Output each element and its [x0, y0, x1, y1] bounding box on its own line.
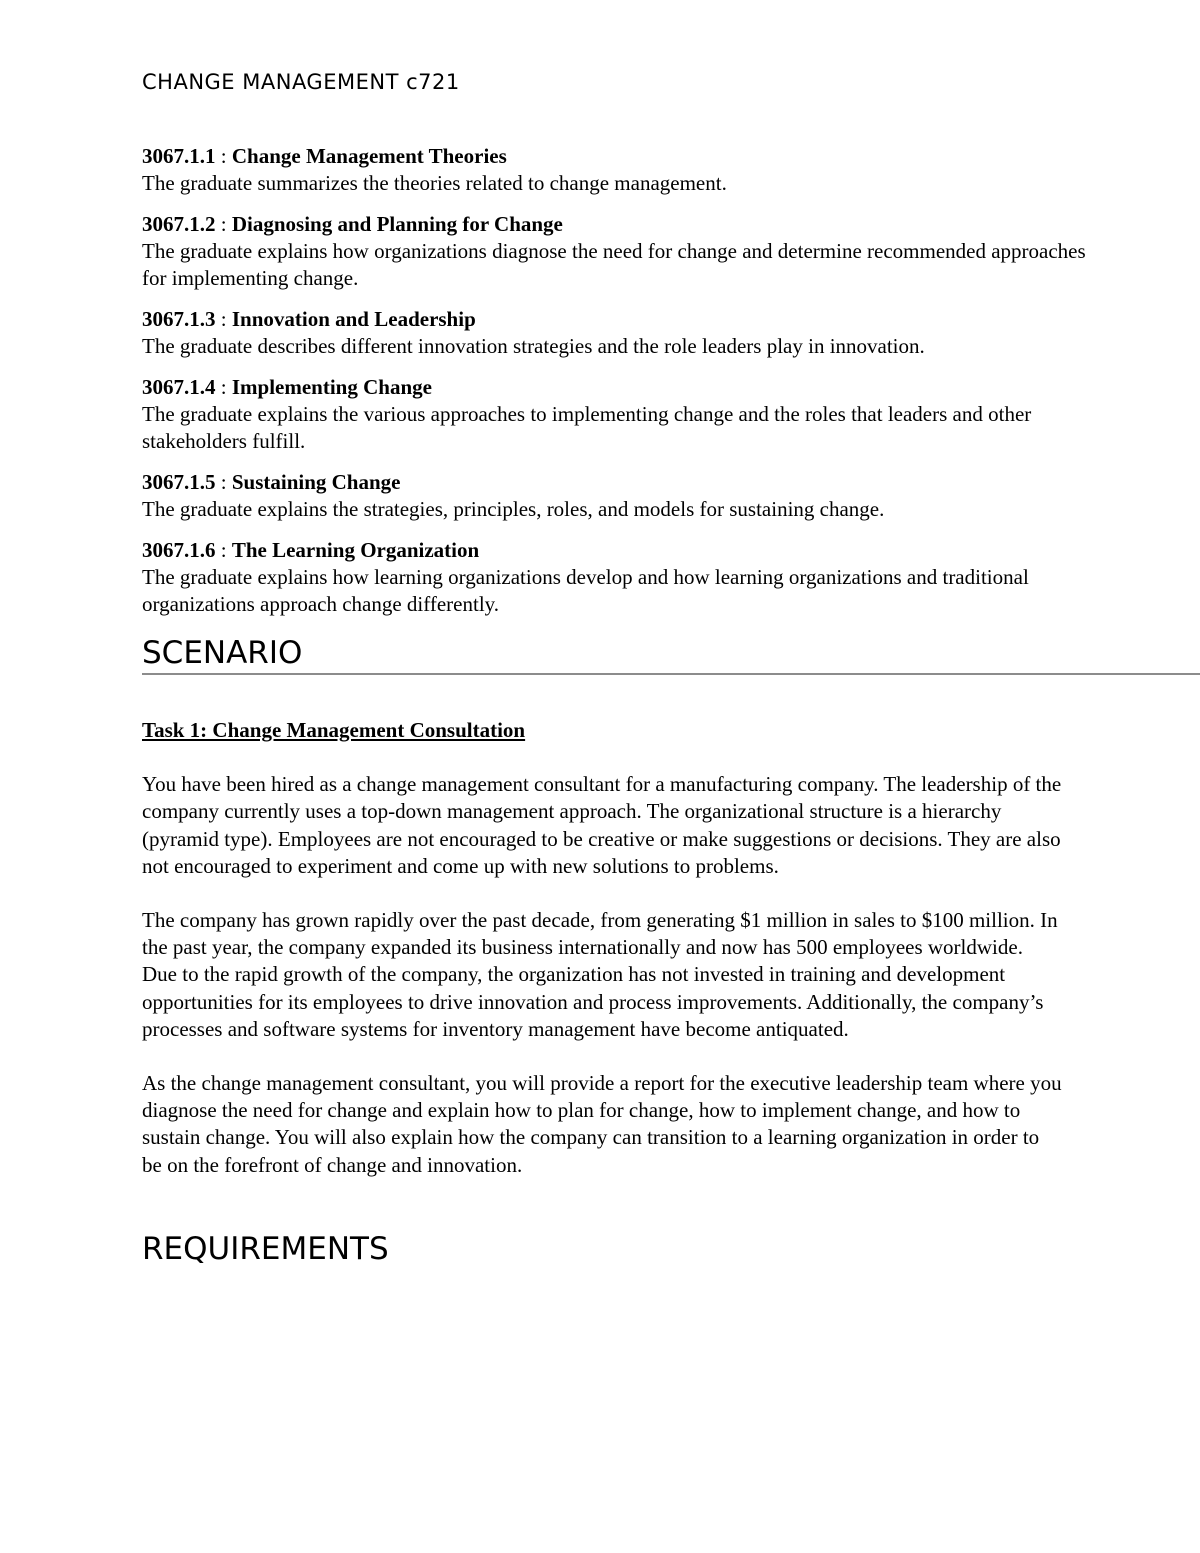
document-title: CHANGE MANAGEMENT c721	[142, 70, 460, 94]
competency-item	[142, 469, 1102, 523]
competency-description: The graduate summarizes the theories related to change management.	[142, 171, 727, 195]
scenario-heading: SCENARIO	[142, 635, 303, 671]
competency-title: Implementing Change	[231, 375, 432, 399]
competency-title: Sustaining Change	[231, 470, 401, 494]
competency-code: 3067.1.6	[142, 538, 216, 562]
competency-heading	[142, 306, 1102, 333]
competency-description: The graduate explains how learning organizations develop and how learning organizations and traditional organizations approach change differently.	[142, 565, 1029, 616]
competency-separator: :	[215, 470, 232, 494]
scenario-paragraph: The company has grown rapidly over the past decade, from generating $1 million in sales to $100 million. In the past year, the company expanded its business internationally and now has 500 employees worldwide. Due to the rapid growth of the company, the organization has not invested in training and development opportunities for its employees to drive innovation and process improvements. Additionally, the company’s processes and software systems for inventory management have become antiquated.	[142, 908, 1058, 1041]
competency-heading	[142, 537, 1102, 564]
competency-item	[142, 537, 1102, 618]
competency-heading	[142, 374, 1102, 401]
task-title: Task 1: Change Management Consultation	[142, 718, 526, 742]
competency-description: The graduate explains the various approaches to implementing change and the roles that leaders and other stakeholders fulfill.	[142, 402, 1032, 453]
competency-separator: :	[215, 375, 232, 399]
competency-code: 3067.1.4	[142, 375, 216, 399]
competency-description: The graduate explains how organizations diagnose the need for change and determine recommended approaches for implementing change.	[142, 239, 1086, 290]
scenario-body	[142, 717, 1062, 1179]
scenario-paragraph: You have been hired as a change management consultant for a manufacturing company. The leadership of the company currently uses a top-down management approach. The organizational structure is a hierarchy (pyramid type). Employees are not encouraged to be creative or make suggestions or decisions. They are also not encouraged to experiment and come up with new solutions to problems.	[142, 772, 1062, 878]
competency-title: The Learning Organization	[231, 538, 480, 562]
competency-item	[142, 306, 1102, 360]
competency-item	[142, 211, 1102, 292]
competency-heading	[142, 211, 1102, 238]
scenario-paragraph: As the change management consultant, you will provide a report for the executive leadership team where you diagnose the need for change and explain how to plan for change, how to implement change, and how to sustain change. You will also explain how the company can transition to a learning organization in order to be on the forefront of change and innovation.	[142, 1071, 1062, 1177]
requirements-heading: REQUIREMENTS	[142, 1231, 389, 1267]
competency-description: The graduate explains the strategies, principles, roles, and models for sustaining change.	[142, 497, 885, 521]
competency-heading	[142, 143, 1102, 170]
competency-description: The graduate describes different innovation strategies and the role leaders play in innovation.	[142, 334, 925, 358]
competency-list	[142, 143, 1102, 632]
competency-code: 3067.1.1	[142, 144, 216, 168]
competency-code: 3067.1.5	[142, 470, 216, 494]
competency-separator: :	[215, 538, 232, 562]
competency-heading	[142, 469, 1102, 496]
competency-separator: :	[215, 144, 232, 168]
competency-separator: :	[215, 307, 232, 331]
competency-title: Change Management Theories	[231, 144, 507, 168]
competency-item	[142, 374, 1102, 455]
competency-code: 3067.1.2	[142, 212, 216, 236]
heading-divider	[142, 673, 1200, 675]
competency-item	[142, 143, 1102, 197]
competency-title: Innovation and Leadership	[231, 307, 476, 331]
competency-separator: :	[215, 212, 232, 236]
competency-code: 3067.1.3	[142, 307, 216, 331]
competency-title: Diagnosing and Planning for Change	[231, 212, 563, 236]
